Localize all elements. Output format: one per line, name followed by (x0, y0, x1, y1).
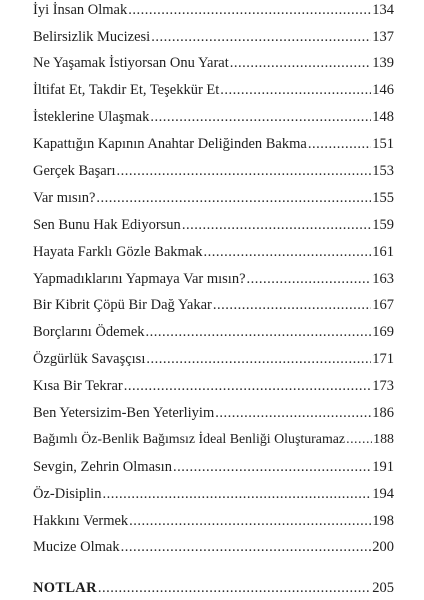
toc-entry (33, 456, 394, 478)
toc-entry-title: Belirsizlik Mucizesi (33, 29, 151, 45)
toc-entry-page: 186 (372, 405, 394, 421)
toc-entry-page: 151 (372, 136, 394, 152)
toc-entry-title: Mucize Olmak (33, 539, 120, 555)
toc-entry-page: 198 (372, 513, 394, 529)
dot-leader (220, 79, 371, 101)
toc-entry-page: 167 (372, 297, 394, 313)
dot-leader (98, 577, 371, 599)
toc-entry-page: 171 (372, 351, 394, 367)
toc-entry (33, 214, 394, 236)
dot-leader (346, 429, 372, 451)
dot-leader (121, 536, 372, 558)
toc-entry-title: İyi İnsan Olmak (33, 2, 128, 18)
toc-entry-page: 137 (372, 29, 394, 45)
toc-entry (33, 79, 394, 101)
toc-entry-title: Öz-Disiplin (33, 486, 102, 502)
toc-entry-title: Kapattığın Kapının Anahtar Deliğinden Bakma (33, 136, 307, 152)
toc-entry (33, 268, 394, 290)
toc-entry (33, 375, 394, 397)
toc-entry-page: 155 (372, 190, 394, 206)
toc-entry-title: Yapmadıklarını Yapmaya Var mısın? (33, 271, 246, 287)
toc-entry (33, 348, 394, 370)
dot-leader (182, 214, 371, 236)
dot-leader (146, 348, 371, 370)
toc-entry-page: 161 (372, 244, 394, 260)
toc-entry-title: Hayata Farklı Gözle Bakmak (33, 244, 203, 260)
toc-notes-page: 205 (372, 580, 394, 596)
toc-entry-page: 139 (372, 55, 394, 71)
toc-entry-title: Özgürlük Savaşçısı (33, 351, 146, 367)
dot-leader (308, 133, 371, 155)
toc-entry (33, 241, 394, 263)
toc-entry-page: 194 (372, 486, 394, 502)
toc-entry-page: 148 (372, 109, 394, 125)
dot-leader (128, 0, 371, 21)
toc-entry-title: İltifat Et, Takdir Et, Teşekkür Et (33, 82, 220, 98)
toc-entry-page: 146 (372, 82, 394, 98)
toc-entry-title: Var mısın? (33, 190, 96, 206)
toc-entry-title: İsteklerine Ulaşmak (33, 109, 150, 125)
dot-leader (247, 268, 372, 290)
toc-entry-page: 173 (372, 378, 394, 394)
toc-entry-page: 134 (372, 2, 394, 18)
dot-leader (173, 456, 371, 478)
toc-entry (33, 510, 394, 532)
dot-leader (215, 402, 371, 424)
dot-leader (124, 375, 372, 397)
dot-leader (151, 26, 371, 48)
toc-entry-page: 153 (372, 163, 394, 179)
toc-entry (33, 402, 394, 424)
toc-entry (33, 106, 394, 128)
toc-entry (33, 160, 394, 182)
toc-entry-title: Bağımlı Öz-Benlik Bağımsız İdeal Benliği Oluşturamaz (33, 432, 346, 447)
dot-leader (102, 483, 371, 505)
dot-leader (117, 160, 372, 182)
toc-entry-page: 159 (372, 217, 394, 233)
toc-entry-title: Sen Bunu Hak Ediyorsun (33, 217, 181, 233)
toc-entry-title: Borçlarını Ödemek (33, 324, 145, 340)
toc-entry-title: Ne Yaşamak İstiyorsan Onu Yarat (33, 55, 229, 71)
toc-entry (33, 0, 394, 21)
toc-entry-page: 163 (372, 271, 394, 287)
toc-notes-title: NOTLAR (33, 580, 97, 596)
toc-entry (33, 26, 394, 48)
toc-entry-title: Hakkını Vermek (33, 513, 129, 529)
toc-entry (33, 133, 394, 155)
dot-leader (96, 187, 371, 209)
toc-entry (33, 52, 394, 74)
toc-entry-page: 169 (372, 324, 394, 340)
toc-entry (33, 483, 394, 505)
dot-leader (129, 510, 371, 532)
toc-entry (33, 536, 394, 558)
toc-entry-title: Kısa Bir Tekrar (33, 378, 123, 394)
toc-entry (33, 429, 394, 451)
toc-entry (33, 294, 394, 316)
toc-entry-title: Ben Yetersizim-Ben Yeterliyim (33, 405, 215, 421)
dot-leader (213, 294, 371, 316)
toc-entry-title: Bir Kibrit Çöpü Bir Dağ Yakar (33, 297, 212, 313)
dot-leader (146, 321, 372, 343)
toc-entry-title: Gerçek Başarı (33, 163, 116, 179)
toc-entry-page: 191 (372, 459, 394, 475)
toc-entry-title: Sevgin, Zehrin Olmasın (33, 459, 172, 475)
toc-entry (33, 321, 394, 343)
dot-leader (150, 106, 371, 128)
toc-entry-page: 188 (373, 432, 394, 447)
toc-entry-page: 200 (372, 539, 394, 555)
toc-entry-notes (33, 577, 394, 599)
dot-leader (230, 52, 372, 74)
dot-leader (204, 241, 372, 263)
toc-entry (33, 187, 394, 209)
